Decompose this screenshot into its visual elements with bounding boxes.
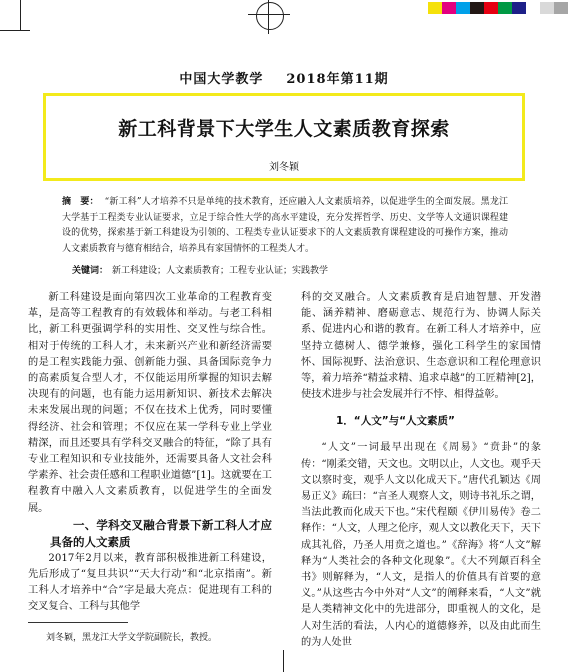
issue-number: 2018年第11期 [286,72,389,87]
left-column [28,290,272,616]
crop-mark [0,30,30,31]
keywords [72,264,508,278]
journal-name: 中国大学教学 [179,72,264,87]
body-paragraph: 2017年2月以来，教育部积极推进新工科建设，先后形成了“复旦共识”“天大行动”和“北京指南”。新工科人才培养中“合”字是最大亮点：促进现有工科的交叉复合、工科与其他学 [28,552,272,613]
color-swatch [498,2,512,14]
crop-mark [20,0,21,30]
color-swatch [540,2,554,14]
registration-mark-vertical [268,0,269,34]
keywords-label: 关键词： [72,266,109,276]
article-author: 刘冬颖 [269,162,299,173]
color-swatch [470,2,484,14]
keywords-text: 新工科建设；人文素质教育；工程专业认证；实践教学 [112,266,329,276]
right-column [301,290,541,651]
footnote-rule [28,622,128,623]
abstract-label: 摘 要： [62,197,99,207]
abstract [62,195,508,257]
registration-mark-horizontal [248,14,290,15]
color-swatch [484,2,498,14]
title-box [43,93,525,181]
color-swatch [526,2,540,14]
journal-header [0,68,568,87]
footnote: 刘冬颖，黑龙江大学文学院副院长，教授。 [46,633,218,643]
crop-mark-bottom [283,650,284,672]
body-paragraph: 科的交叉融合。人文素质教育是启迪智慧、开发潜能、涵养精神、磨砺意志、规范行为、协调人际关系、促进内心和谐的教育。在新工科人才培养中，应坚持立德树人、德学兼修，强化工科学生的家国情怀、国际视野、法治意识、生态意识和工程伦理意识等，着力培养“精益求精、追求卓越”的工匠精神[2]，使技术进步与社会发展并行不悖、相得益彰。 [301,292,541,401]
subsection-heading: 1．“人文”与“人文素质” [336,415,455,428]
body-paragraph: “人文”一词最早出现在《周易》“贲卦”的彖传：“刚柔交错，天文也。文明以止，人文也。观乎天文以察时变，观乎人文以化成天下。”唐代孔颖达《周易正义》疏曰：“言圣人观察人文，则诗书礼乐之谓，当法此教而化成天下也。”宋代程颐《伊川易传》卷二释作：“人文，人理之伦序，观人文以教化天下，天下成其礼俗，乃圣人用贲之道也。”《辞海》将“人文”解释为“人类社会的各种文化现象”。《大不列颠百科全书》则解释为，“人文，是指人的价值具有首要的意义。”从这些古今中外对“人文”的阐释来看，“人文”就是人类精神文化中的先进部分，即重视人的文化，是人对生活的看法，人内心的道德修养，以及由此而生的为人处世 [301,442,541,648]
color-swatch [554,2,568,14]
article-title: 新工科背景下大学生人文素质教育探索 [118,118,450,140]
abstract-text: “新工科”人才培养不只是单纯的技术教育，还应融入人文素质培养，以促进学生的全面发展。黑龙江大学基于工程类专业认证要求，立足于综合性大学的高水平建设，充分发挥哲学、历史、文学等人文通识课程建设的优势，探索基于新工科建设为引领的、工程类专业认证要求下的人文素质教育课程建设的可操作方案，推动人文素质教育与德育相结合，培养具有家国情怀的工程类人才。 [62,197,508,254]
printer-color-bar [428,2,568,14]
color-swatch [442,2,456,14]
body-paragraph: 新工科建设是面向第四次工业革命的工程教育变革，是高等工程教育的有效载体和举动。与老工科相比，新工科更强调学科的实用性、交叉性与综合性。相对于传统的工科人才，未来新兴产业和新经济需要的是工程实践能力强、创新能力强、具备国际竞争力的高素质复合型人才，不仅能运用所掌握的知识去解决现有的问题，也有能力运用新知识、新技术去解决未来发展出现的问题；不仅在技术上优秀，同时要懂得经济、社会和管理；不仅应在某一学科专业上学业精深，而且还要具有学科交叉融合的特征，“除了具有专业工程知识和专业技能外，还需要具备人文社会科学素养、社会责任感和工程职业道德”[1]。这就要在工程教育中融入人文素质教育，以促进学生的全面发展。 [28,292,272,514]
color-swatch [428,2,442,14]
registration-mark [256,2,284,30]
section-heading: 一、学科交叉融合背景下新工科人才应具备的人文素质 [50,517,272,549]
color-swatch [456,2,470,14]
color-swatch [512,2,526,14]
